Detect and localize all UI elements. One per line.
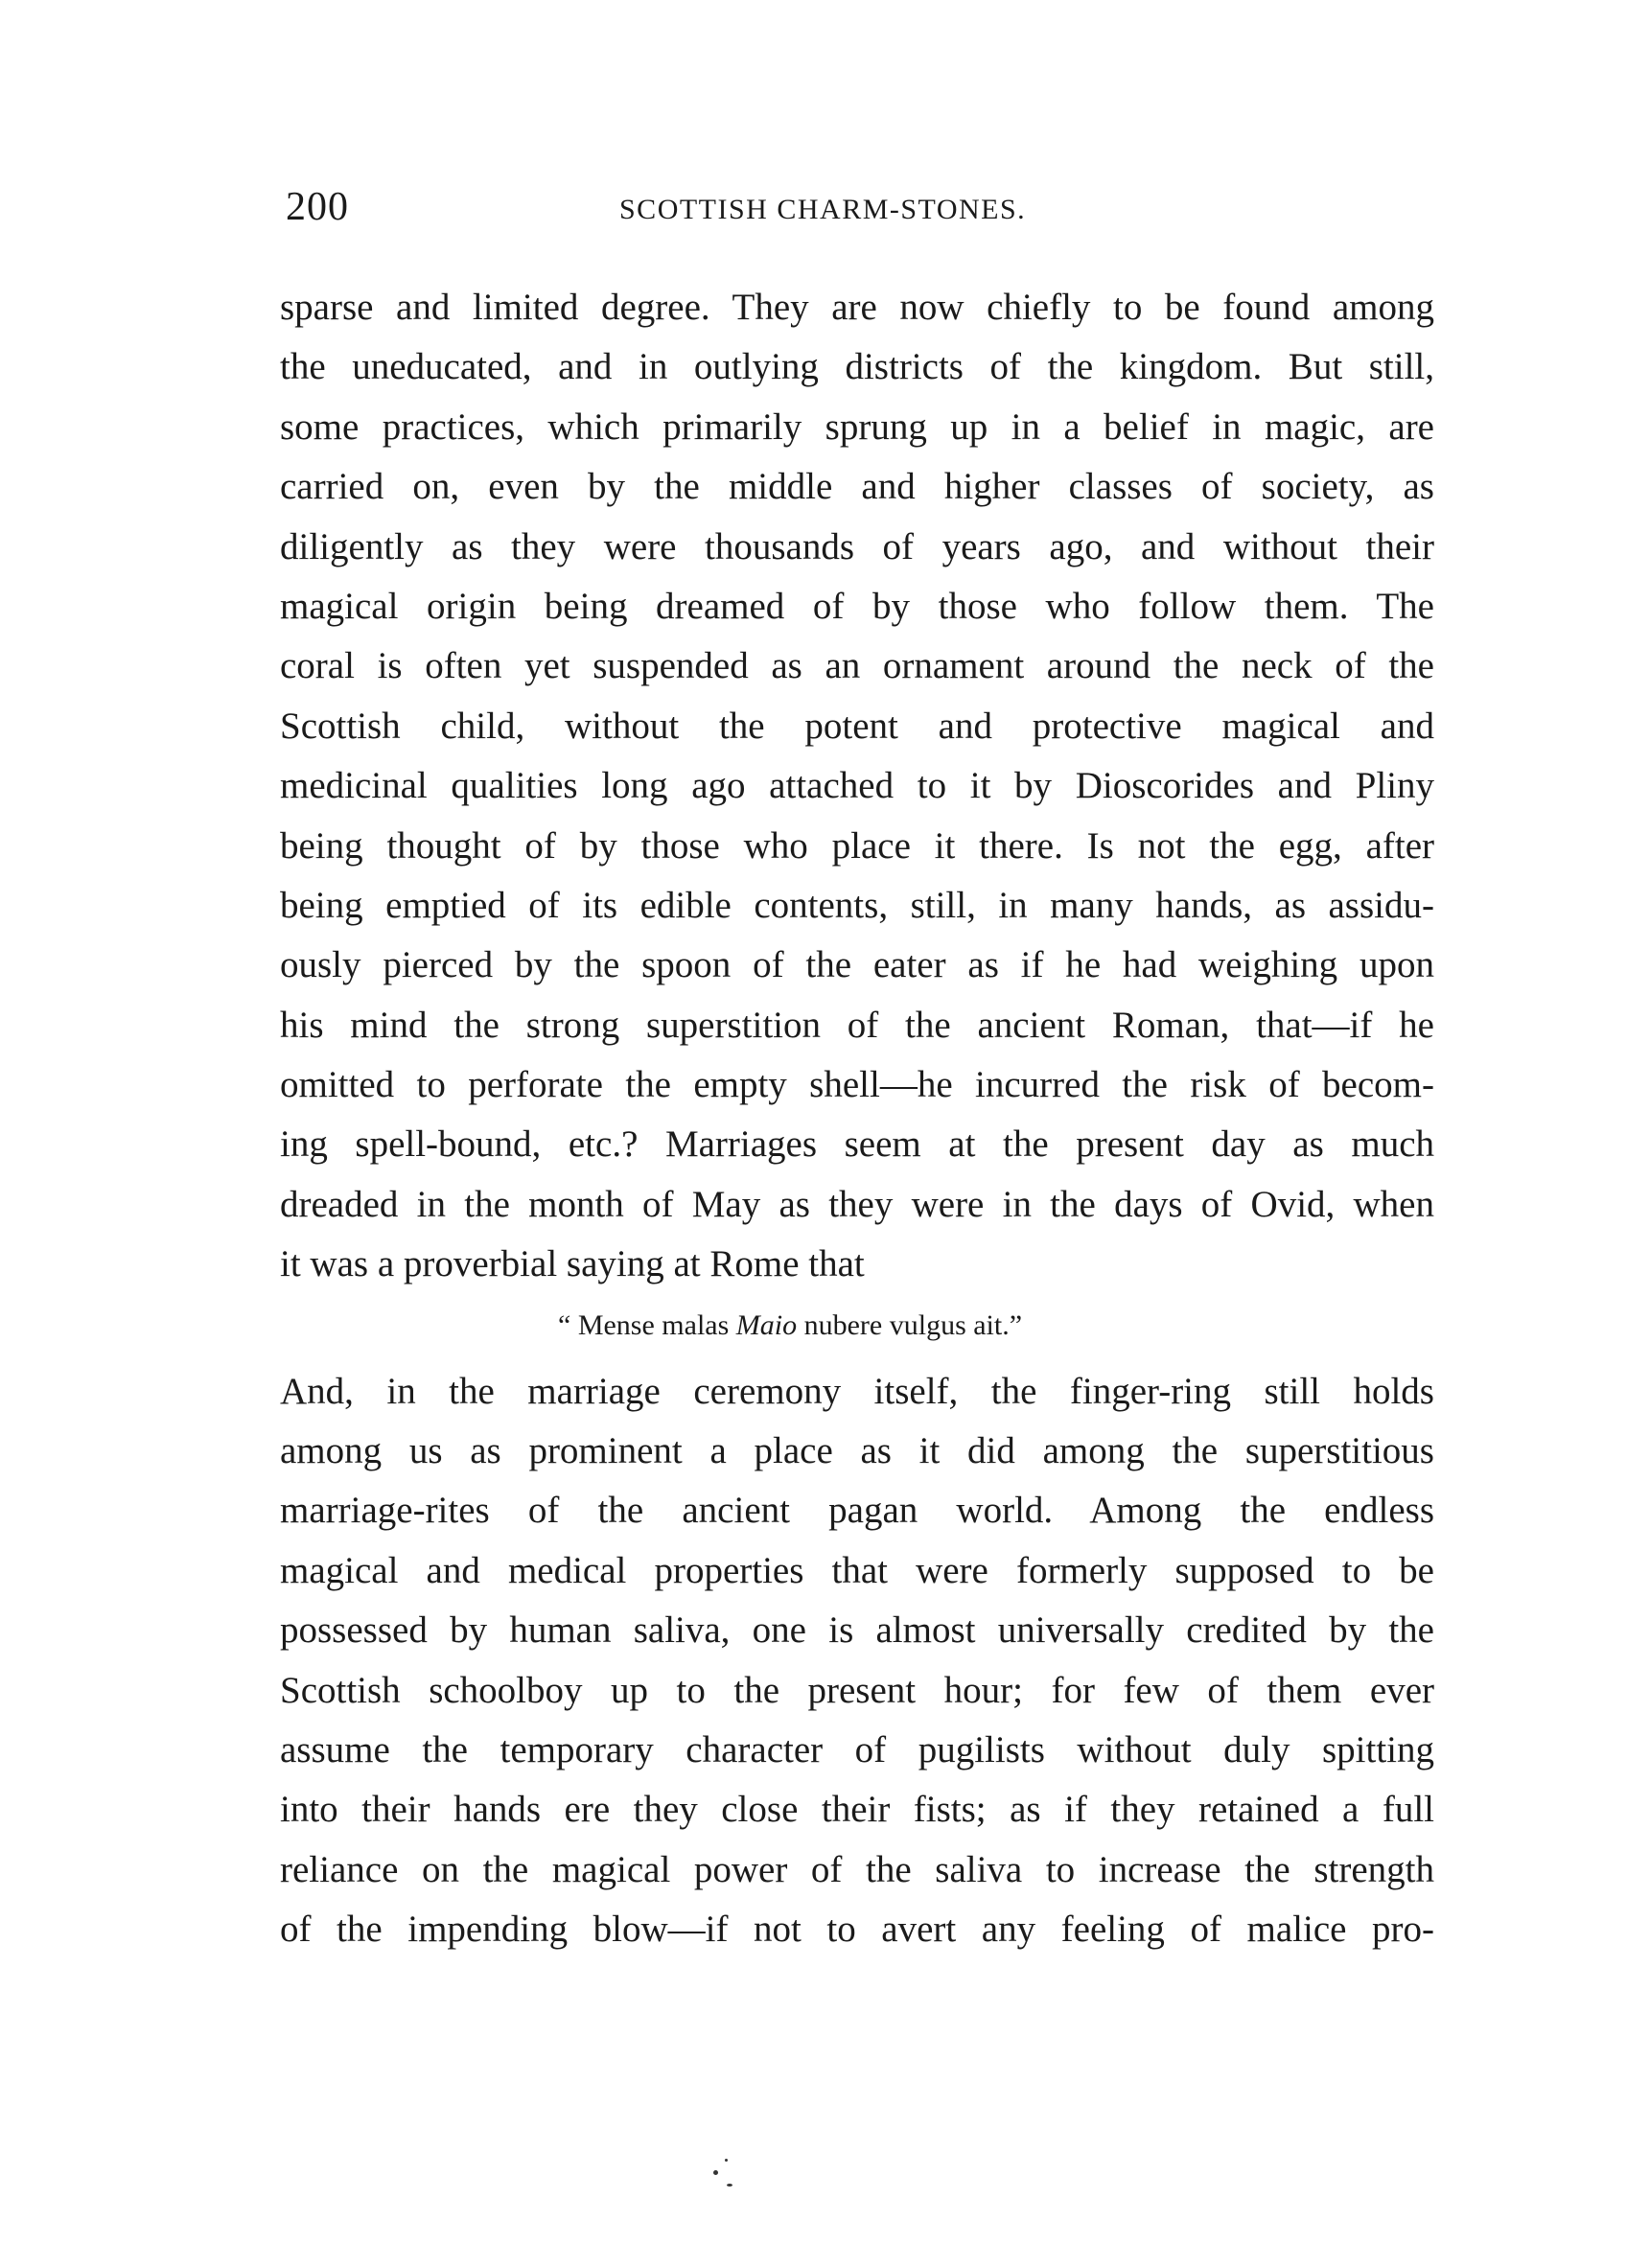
running-head [286,184,1455,238]
text-line: omitted to perforate the empty shell—he incurred the risk of becom- [280,1064,1434,1106]
quote-text-after: nubere vulgus ait.” [797,1308,1023,1341]
quote-text-italic: Maio [735,1308,798,1341]
body-text [280,278,1434,1960]
text-line: sparse and limited degree. They are now chiefly to be found among [280,287,1434,328]
text-line: diligently as they were thousands of years ago, and without their [280,525,1434,567]
text-line: magical and medical properties that were formerly supposed to be [280,1549,1434,1591]
paragraph-1 [280,278,1434,1295]
text-line: being emptied of its edible contents, still, in many hands, as assidu- [280,884,1434,926]
text-line: possessed by human saliva, one is almost universally credited by the [280,1609,1434,1652]
text-line: some practices, which primarily sprung up in a belief in magic, are [280,405,1434,448]
text-line: magical origin being dreamed of by those who follow them. The [280,585,1434,627]
text-line: among us as prominent a place as it did among the superstitious [280,1430,1434,1472]
ink-speck [725,2159,728,2162]
text-line: being thought of by those who place it there. Is not the egg, after [280,824,1434,867]
ink-speck [713,2170,718,2175]
text-line: his mind the strong superstition of the ancient Roman, that—if he [280,1004,1434,1046]
text-line: of the impending blow—if not to avert any feeling of malice pro- [280,1909,1434,1951]
text-line: marriage-rites of the ancient pagan world. Among the endless [280,1490,1434,1532]
text-line: the uneducated, and in outlying districts of the kingdom. But still, [280,346,1434,388]
text-line: ously pierced by the spoon of the eater as if he had weighing upon [280,944,1434,986]
text-line: Scottish child, without the potent and protective magical and [280,705,1434,747]
text-line: carried on, even by the middle and higher classes of society, as [280,466,1434,508]
text-line: ing spell-bound, etc.? Marriages seem at the present day as much [280,1123,1434,1166]
text-line: medicinal qualities long ago attached to it by Dioscorides and Pliny [280,765,1434,807]
text-line: reliance on the magical power of the saliva to increase the strength [280,1848,1434,1890]
ink-specks [709,2157,738,2195]
page-number: 200 [286,185,349,229]
text-line: into their hands ere they close their fists; as if they retained a full [280,1789,1434,1831]
text-line: dreaded in the month of May as they were in the days of Ovid, when [280,1183,1434,1225]
text-line: And, in the marriage ceremony itself, the finger-ring still holds [280,1370,1434,1412]
text-line: coral is often yet suspended as an ornament around the neck of the [280,645,1434,687]
text-line: assume the temporary character of pugilists without duly spitting [280,1728,1434,1770]
running-title: SCOTTISH CHARM-STONES. [619,194,1027,225]
latin-quotation [280,1295,1434,1356]
text-line: Scottish schoolboy up to the present hour; for few of them ever [280,1669,1434,1711]
ink-speck [727,2184,732,2187]
quote-text-before: “ Mense malas [558,1308,736,1341]
paragraph-2 [280,1362,1434,1960]
text-line: it was a proverbial saying at Rome that [280,1243,865,1285]
